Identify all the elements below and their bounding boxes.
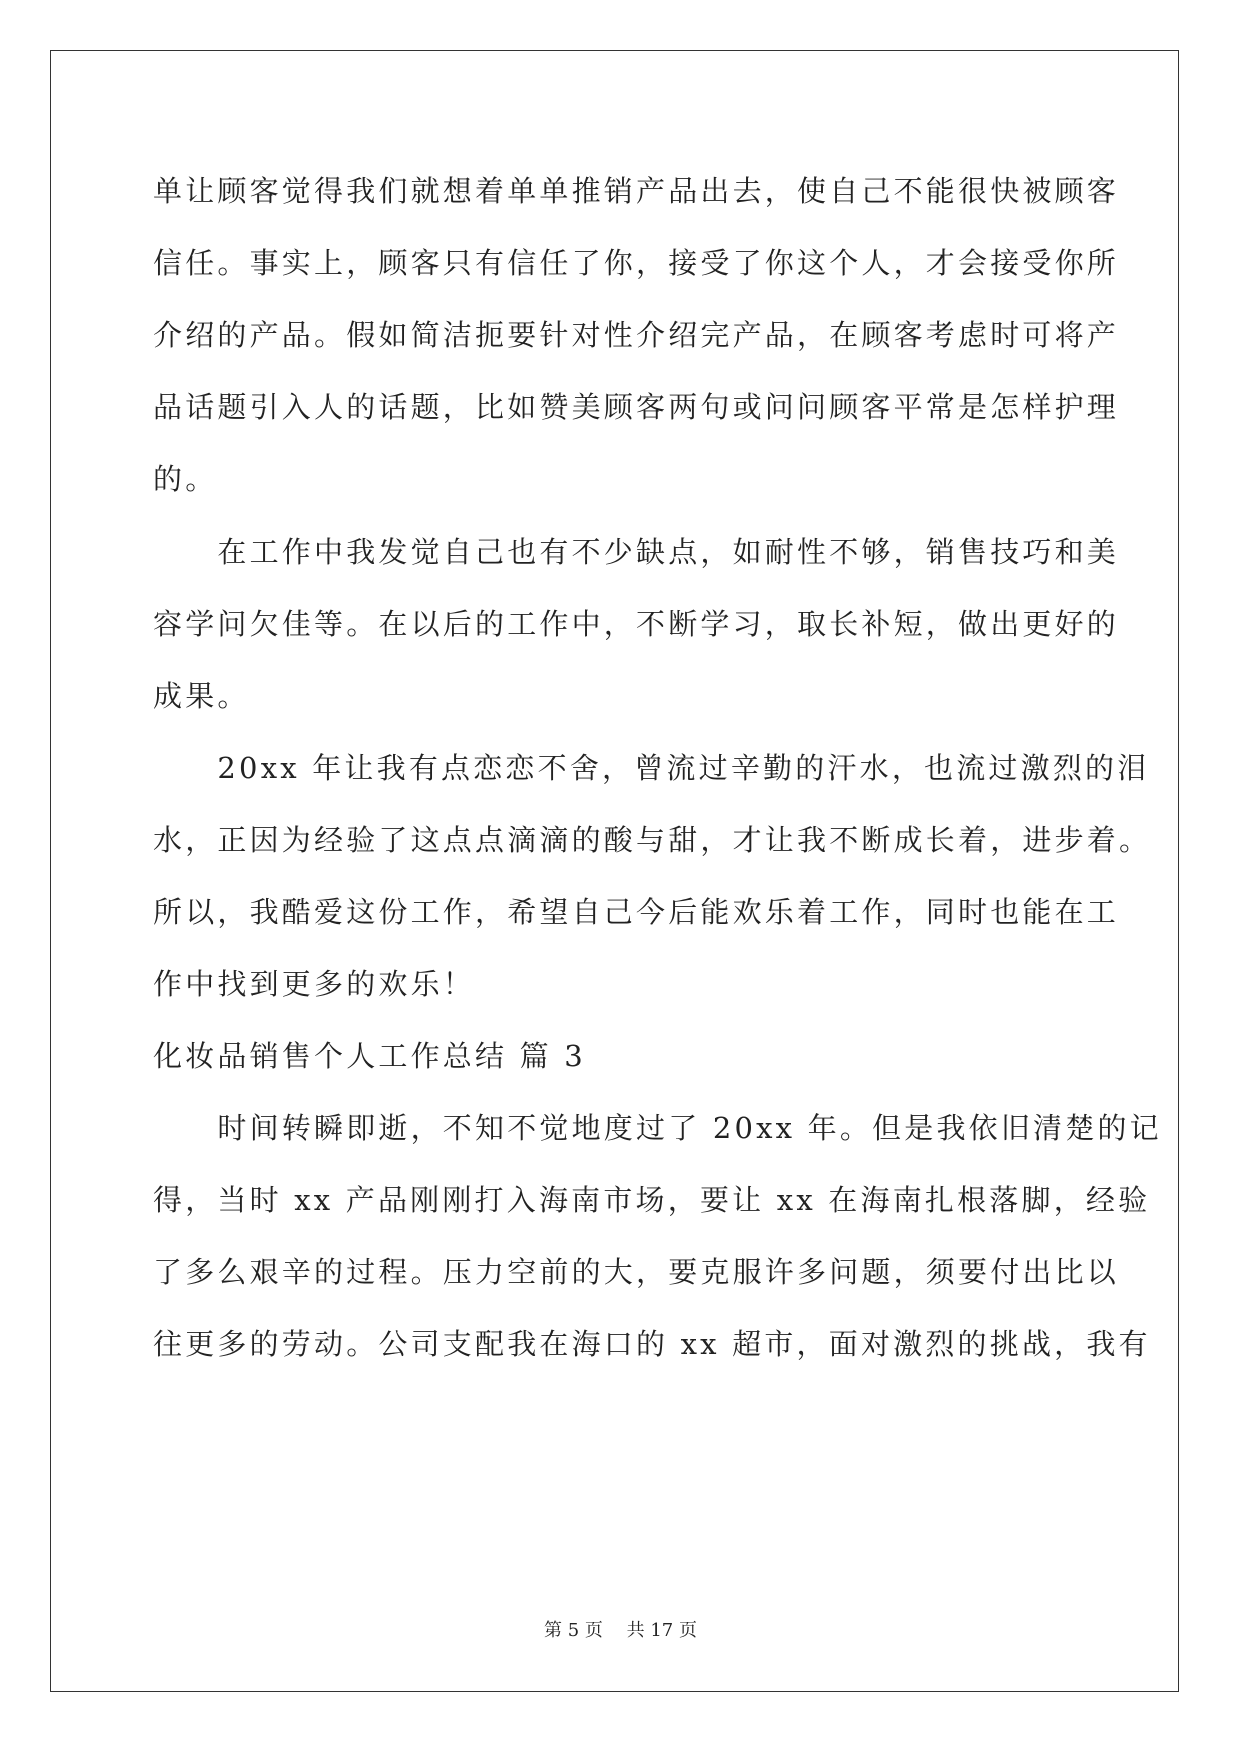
text-line: 作中找到更多的欢乐！ <box>153 967 476 1001</box>
text-line: 成果。 <box>153 679 250 713</box>
text-line: 所以，我酷爱这份工作，希望自己今后能欢乐着工作，同时也能在工 <box>153 895 1120 929</box>
text-line: 了多么艰辛的过程。压力空前的大，要克服许多问题，须要付出比以 <box>153 1255 1120 1289</box>
text-line: 水，正因为经验了这点点滴滴的酸与甜，才让我不断成长着，进步着。 <box>153 823 1152 857</box>
text-line: 容学问欠佳等。在以后的工作中，不断学习，取长补短，做出更好的 <box>153 607 1120 641</box>
text-line: 的。 <box>153 462 218 496</box>
text-line: 信任。事实上，顾客只有信任了你，接受了你这个人，才会接受你所 <box>153 246 1120 280</box>
section-heading: 化妆品销售个人工作总结 篇 3 <box>153 1039 586 1073</box>
page-number-footer: 第 5 页 共 17 页 <box>544 1620 697 1641</box>
text-line: 介绍的产品。假如简洁扼要针对性介绍完产品，在顾客考虑时可将产 <box>153 318 1120 352</box>
text-line: 品话题引入人的话题，比如赞美顾客两句或问问顾客平常是怎样护理 <box>153 390 1120 424</box>
page-border <box>50 50 1179 1692</box>
text-line: 在工作中我发觉自己也有不少缺点，如耐性不够，销售技巧和美 <box>153 535 1120 569</box>
text-line: 时间转瞬即逝，不知不觉地度过了 20xx 年。但是我依旧清楚的记 <box>153 1111 1162 1145</box>
text-line: 往更多的劳动。公司支配我在海口的 xx 超市，面对激烈的挑战，我有 <box>153 1327 1151 1361</box>
text-line: 20xx 年让我有点恋恋不舍，曾流过辛勤的汗水，也流过激烈的泪 <box>153 751 1150 785</box>
text-line: 得，当时 xx 产品刚刚打入海南市场，要让 xx 在海南扎根落脚，经验 <box>153 1183 1151 1217</box>
text-line: 单让顾客觉得我们就想着单单推销产品出去，使自己不能很快被顾客 <box>153 174 1120 208</box>
